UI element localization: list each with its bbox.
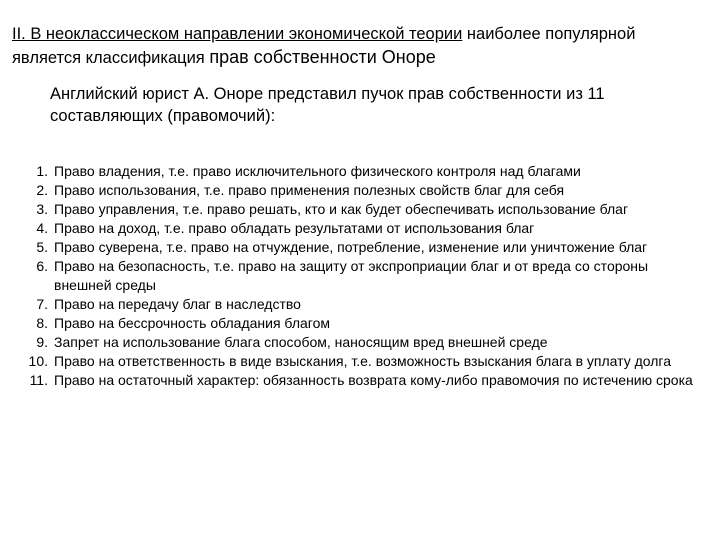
list-item [14,314,704,333]
list-item-text: Право на бессрочность обладания благом [54,315,330,331]
list-item [14,295,704,314]
list-item-number: 1. [36,163,48,179]
list-item-number: 8. [36,315,48,331]
list-item-number: 6. [36,258,48,274]
list-item-number: 11. [29,372,48,388]
list-item-text: Право на ответственность в виде взыскания, т.е. возможность взыскания блага в уплату долга [54,353,672,369]
list-item-number: 9. [36,334,48,350]
list-item [14,181,704,200]
title-large-part: прав собственности Оноре [209,47,436,67]
list-item [14,333,704,352]
list-item [14,238,704,257]
rights-list [14,162,704,390]
list-item-number: 3. [36,201,48,217]
slide-title [12,23,702,70]
list-item-text: Запрет на использование блага способом, наносящим вред внешней среде [54,334,548,350]
list-item-number: 5. [36,239,48,255]
list-item [14,371,704,390]
list-item-text: Право на доход, т.е. право обладать результатами от использования благ [54,220,535,236]
title-middle-part: наиболее популярной является классификация [12,25,636,67]
list-item-text: Право на безопасность, т.е. право на защиту от экспроприации благ и от вреда со стороны внешней среды [54,258,649,293]
list-item-number: 10. [28,353,48,369]
list-item-number: 2. [36,182,48,198]
list-item-text: Право владения, т.е. право исключительного физического контроля над благами [54,163,581,179]
list-item [14,219,704,238]
list-item [14,257,704,295]
list-item-number: 4. [36,220,48,236]
list-item-number: 7. [36,296,48,312]
intro-paragraph: Английский юрист А. Оноре представил пучок прав собственности из 11 составляющих (правомочий): [50,85,605,125]
list-item-text: Право суверена, т.е. право на отчуждение, потребление, изменение или уничтожение благ [54,239,648,255]
list-item-text: Право управления, т.е. право решать, кто и как будет обеспечивать использование благ [54,201,629,217]
list-item-text: Право на передачу благ в наследство [54,296,301,312]
list-item [14,200,704,219]
list-item [14,162,704,181]
list-item-text: Право использования, т.е. право применения полезных свойств благ для себя [54,182,565,198]
title-underlined-part: II. В неоклассическом направлении экономической теории [12,25,463,43]
list-item-text: Право на остаточный характер: обязанность возврата кому-либо правомочия по истечению срока [54,372,693,388]
list-item [14,352,704,371]
